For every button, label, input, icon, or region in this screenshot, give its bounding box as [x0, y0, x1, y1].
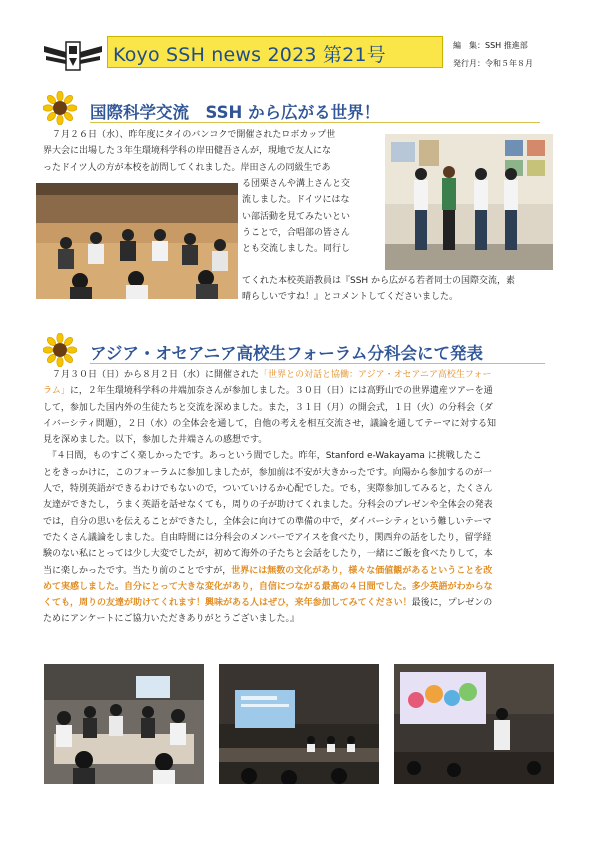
newsletter-title: Koyo SSH news 2023 第21号 — [113, 44, 386, 66]
text-line: ためにアンケートにご協力いただきありがとうございました。』 — [43, 614, 299, 625]
section2-body — [43, 367, 558, 628]
text-line: イバーシティ問題），２日（水）の全体会を通して，自他の考えを相互交流させ，議論を通してテーマに対する知 — [43, 418, 496, 429]
forum-name-highlight: ラム」 — [43, 386, 70, 397]
section1-heading: 国際科学交流 SSH から広がる世界！ — [90, 103, 381, 122]
text-line: でたくさん議論をしました。自由時間には分科会のメンバーでアイスを食べたり，関西弁の話をしたり，留学経 — [43, 532, 492, 543]
text-line — [43, 563, 558, 579]
text-line — [43, 383, 558, 399]
text-line: ったドイツ人の方が本校を訪問してくれました。岸田さんの同級生であ — [43, 162, 331, 173]
photo-group-discussion — [44, 664, 204, 784]
text-line: とをきっかけに，このフォーラムに参加しましたが，参加前は不安が大きかったです。向陽から参加するのが一 — [43, 467, 492, 478]
issue-date: 発行月：令和５年８月 — [453, 59, 533, 68]
highlighted-text: 世界には無数の文化があり，様々な価値観があるということを改 — [231, 565, 493, 576]
section2-heading: アジア・オセアニア高校生フォーラム分科会にて発表 — [90, 344, 484, 363]
sunflower-icon — [43, 333, 77, 367]
text-line: 界大会に出場した３年生環境科学科の岸田健吾さんが，現地で友人にな — [43, 146, 332, 157]
text-line: 流しました。ドイツにはな — [242, 195, 350, 206]
editor-label: 編 集：SSH 推進部 — [453, 41, 528, 50]
text-line: うことで，合唱部の皆さん — [242, 227, 350, 238]
text-line: 験のない私にとっては少し大変でしたが，初めて海外の子たちと会話をしたり，一緒にご飯を食べたりして，本 — [43, 549, 493, 560]
photo-presentation-stage — [219, 664, 379, 784]
photo-club-exchange — [36, 183, 238, 299]
text-line: 『４日間，ものすごく楽しかったです。あっという間でした。昨年，Stanford e-Wakayama に挑戦したこ — [43, 451, 482, 462]
text-line: てくれた本校英語教員は『SSH から広がる若者同士の国際交流，素 — [242, 276, 516, 286]
text-line — [43, 595, 558, 611]
text-line: 見を深めました。以下，参加した井端さんの感想です。 — [43, 435, 268, 446]
section1-text-top — [43, 127, 388, 176]
forum-name-highlight: 「世界との対話と協働：アジア・オセアニア高校生フォー — [259, 370, 492, 380]
text-line: ７月２６日（水）、昨年度にタイのバンコクで開催されたロボカップ世 — [43, 130, 336, 140]
text-line: 人で，特別英語ができるわけでもないので，ついていけるか心配でした。でも，実際参加してみると，たくさん — [43, 484, 493, 495]
text-line: して，参加した国内外の生徒たちと交流を深めました。また，３１日（月）の開会式，１日（火）の分科会（ダ — [43, 402, 493, 413]
text-line: い部活動を見てみたいとい — [242, 211, 351, 222]
text-line: 友達ができたし，うまく英語を話せなくても，周りの子が助けてくれました。分科会のプレゼンや全体会の発表 — [43, 500, 493, 511]
section1-text-bottom — [242, 273, 562, 306]
text-line: では，自分の思いを伝えることができたし，全体会に向けての準備の中で，ダイバーシティという難しいテーマ — [43, 516, 492, 527]
photo-group-visitors — [385, 134, 553, 270]
text-span: 当に楽しかったです。当たり前のことですが， — [43, 565, 232, 576]
text-line: 晴らしいですね！』とコメントしてくださいました。 — [242, 292, 459, 303]
text-span: ７月３０日（日）から８月２日（水）に開催された — [43, 370, 260, 380]
text-span: 最後に，プレゼンの — [411, 598, 493, 609]
section2-underline — [90, 363, 545, 364]
sunflower-icon — [43, 91, 77, 125]
text-span: に，２年生環境科学科の井端加奈さんが参加しました。３０日（日）には高野山での世界遺産ツアーを通 — [69, 386, 493, 397]
section1-underline — [90, 122, 540, 123]
photo-plenary-session — [394, 664, 554, 784]
section1-text-side — [242, 176, 382, 257]
text-line — [43, 367, 558, 383]
school-logo-icon — [42, 38, 104, 74]
text-line: る団栗さんや溝上さんと交 — [242, 179, 351, 189]
highlighted-text: めて実感しました。自分にとって大きな変化があり，自信につながる最高の４日間でした。多少英語がわからな — [43, 581, 493, 592]
highlighted-text: くても，周りの友達が助けてくれます！興味がある人はぜひ，来年参加してみてください！ — [43, 598, 412, 609]
text-line: とも交流しました。同行し — [242, 244, 351, 255]
